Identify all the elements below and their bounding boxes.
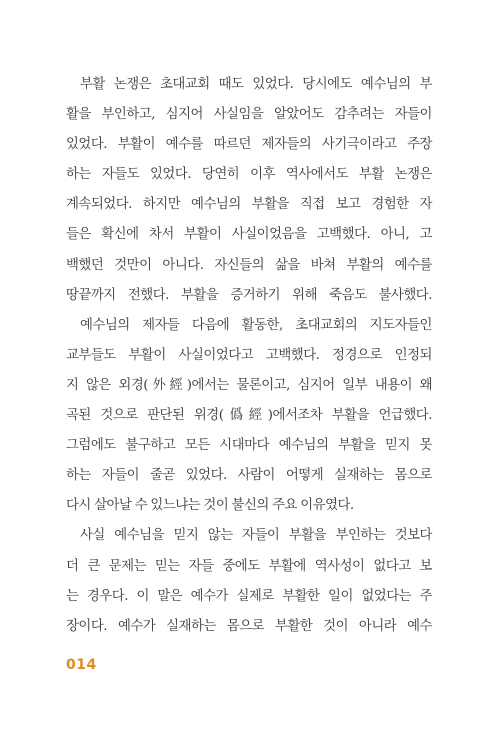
text-line-4: 하는 자들도 있었다. 당연히 이후 역사에서도 부활 논쟁은 [66,167,432,183]
text-line-7: 백했던 것만이 아니다. 자신들의 삶을 바쳐 부활의 예수를 [66,257,432,273]
text-line-6: 들은 확신에 차서 부활이 사실이었음을 고백했다. 아니, 고 [66,227,432,243]
text-line-19: 장이다. 예수가 실재하는 몸으로 부활한 것이 아니라 예수 [66,618,432,634]
text-line-17: 더 큰 문제는 믿는 자들 중에도 부활에 역사성이 없다고 보 [66,558,432,574]
text-line-12: 곡된 것으로 판단된 위경(僞經)에서조차 부활을 언급했다. [66,408,432,424]
text-line-16: 사실 예수님을 믿지 않는 자들이 부활을 부인하는 것보다 [80,528,432,544]
text-line-3: 있었다. 부활이 예수를 따르던 제자들의 사기극이라고 주장 [66,137,432,153]
page-number: 014 [66,657,97,673]
text-line-10: 교부들도 부활이 사실이었다고 고백했다. 정경으로 인정되 [66,347,432,363]
text-line-13: 그럼에도 불구하고 모든 시대마다 예수님의 부활을 믿지 못 [66,438,432,454]
text-line-15: 다시 살아날 수 있느냐는 것이 불신의 주요 이유였다. [66,498,354,514]
text-line-5: 계속되었다. 하지만 예수님의 부활을 직접 보고 경험한 자 [66,197,432,213]
text-line-11: 지 않은 외경(外經)에서는 물론이고, 심지어 일부 내용이 왜 [66,377,432,393]
text-line-9: 예수님의 제자들 다음에 활동한, 초대교회의 지도자들인 [80,317,432,333]
text-line-8: 땅끝까지 전했다. 부활을 증거하기 위해 죽음도 불사했다. [66,287,432,303]
text-line-2: 활을 부인하고, 심지어 사실임을 알았어도 감추려는 자들이 [66,107,432,123]
body-text [66,70,432,642]
text-line-14: 하는 자들이 줄곧 있었다. 사람이 어떻게 실재하는 몸으로 [66,468,432,484]
text-line-18: 는 경우다. 이 말은 예수가 실제로 부활한 일이 없었다는 주 [66,588,432,604]
text-line-1: 부활 논쟁은 초대교회 때도 있었다. 당시에도 예수님의 부 [80,77,432,92]
